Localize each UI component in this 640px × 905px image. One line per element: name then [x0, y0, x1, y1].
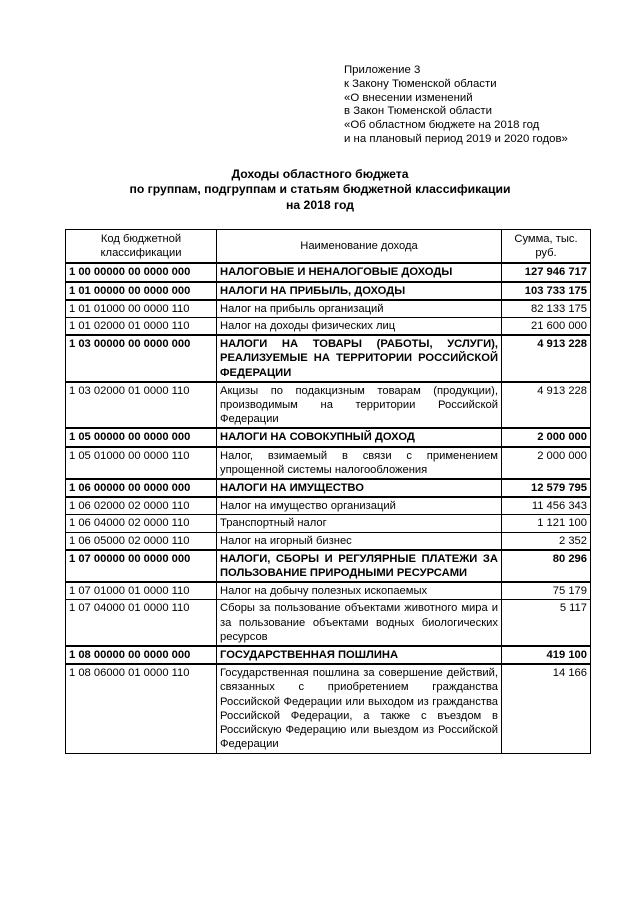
amount-cell: 2 352	[502, 532, 591, 550]
amount-cell: 2 000 000	[502, 447, 591, 479]
amount-cell: 82 133 175	[502, 300, 591, 318]
table-row	[66, 447, 591, 479]
code-cell: 1 01 00000 00 0000 000	[66, 282, 217, 300]
code-cell: 1 03 00000 00 0000 000	[66, 335, 217, 382]
table-row	[66, 282, 591, 300]
table-row	[66, 263, 591, 281]
name-cell: НАЛОГОВЫЕ И НЕНАЛОГОВЫЕ ДОХОДЫ	[217, 263, 502, 281]
code-cell: 1 07 04000 01 0000 110	[66, 600, 217, 646]
name-cell: Налог на игорный бизнес	[217, 532, 502, 550]
amount-cell: 127 946 717	[502, 263, 591, 281]
code-cell: 1 06 05000 02 0000 110	[66, 532, 217, 550]
table-row	[66, 600, 591, 646]
code-cell: 1 08 06000 01 0000 110	[66, 664, 217, 753]
name-cell: Транспортный налог	[217, 515, 502, 532]
amount-cell: 11 456 343	[502, 497, 591, 515]
code-cell: 1 06 02000 02 0000 110	[66, 497, 217, 515]
code-cell: 1 01 01000 00 0000 110	[66, 300, 217, 318]
amount-cell: 80 296	[502, 550, 591, 582]
appendix-line: «О внесении изменений	[344, 91, 473, 104]
name-cell: ГОСУДАРСТВЕННАЯ ПОШЛИНА	[217, 646, 502, 664]
name-cell: НАЛОГИ, СБОРЫ И РЕГУЛЯРНЫЕ ПЛАТЕЖИ ЗА ПОЛЬЗОВАНИЕ ПРИРОДНЫМИ РЕСУРСАМИ	[217, 550, 502, 582]
table-row	[66, 664, 591, 753]
name-cell: Акцизы по подакцизным товарам (продукции), производимым на территории Российской Федерации	[217, 382, 502, 429]
code-cell: 1 05 01000 00 0000 110	[66, 447, 217, 479]
header-name: Наименование дохода	[217, 230, 502, 264]
appendix-line: к Закону Тюменской области	[344, 77, 497, 90]
title-line: на 2018 год	[286, 197, 354, 212]
amount-cell: 14 166	[502, 664, 591, 753]
document-title	[0, 167, 640, 213]
appendix-line: Приложение 3	[344, 64, 421, 76]
code-cell: 1 01 02000 01 0000 110	[66, 318, 217, 336]
amount-cell: 4 913 228	[502, 382, 591, 429]
amount-cell: 75 179	[502, 582, 591, 600]
name-cell: НАЛОГИ НА ИМУЩЕСТВО	[217, 479, 502, 497]
code-cell: 1 06 04000 02 0000 110	[66, 515, 217, 532]
code-cell: 1 00 00000 00 0000 000	[66, 263, 217, 281]
table-row	[66, 550, 591, 582]
table-row	[66, 335, 591, 382]
name-cell: НАЛОГИ НА ПРИБЫЛЬ, ДОХОДЫ	[217, 282, 502, 300]
title-line: Доходы областного бюджета	[231, 167, 409, 181]
table-row	[66, 646, 591, 664]
name-cell: НАЛОГИ НА ТОВАРЫ (РАБОТЫ, УСЛУГИ), РЕАЛИЗУЕМЫЕ НА ТЕРРИТОРИИ РОССИЙСКОЙ ФЕДЕРАЦИИ	[217, 335, 502, 382]
amount-cell: 21 600 000	[502, 318, 591, 336]
name-cell: Сборы за пользование объектами животного мира и за пользование объектами водных биологических ресурсов	[217, 600, 502, 646]
code-cell: 1 08 00000 00 0000 000	[66, 646, 217, 664]
name-cell: Налог на доходы физических лиц	[217, 318, 502, 336]
amount-cell: 5 117	[502, 600, 591, 646]
amount-cell: 1 121 100	[502, 515, 591, 532]
appendix-line: «Об областном бюджете на 2018 год	[344, 119, 540, 132]
amount-cell: 12 579 795	[502, 479, 591, 497]
header-amount: Сумма, тыс. руб.	[502, 230, 591, 264]
table-row	[66, 382, 591, 429]
table-row	[66, 318, 591, 336]
code-cell: 1 03 02000 01 0000 110	[66, 382, 217, 429]
table-body	[66, 263, 591, 753]
table-row	[66, 300, 591, 318]
amount-cell: 4 913 228	[502, 335, 591, 382]
appendix-note	[344, 64, 568, 147]
revenue-table	[65, 229, 591, 754]
code-cell: 1 07 00000 00 0000 000	[66, 550, 217, 582]
amount-cell: 103 733 175	[502, 282, 591, 300]
table-row	[66, 497, 591, 515]
table-row	[66, 532, 591, 550]
table-row	[66, 582, 591, 600]
table-row	[66, 428, 591, 446]
name-cell: Налог на прибыль организаций	[217, 300, 502, 318]
table-row	[66, 515, 591, 532]
code-cell: 1 05 00000 00 0000 000	[66, 428, 217, 446]
name-cell: Налог, взимаемый в связи с применением упрощенной системы налогообложения	[217, 447, 502, 479]
table-row	[66, 479, 591, 497]
appendix-line: и на плановый период 2019 и 2020 годов»	[344, 132, 568, 145]
code-cell: 1 06 00000 00 0000 000	[66, 479, 217, 497]
amount-cell: 419 100	[502, 646, 591, 664]
title-line: по группам, подгруппам и статьям бюджетной классификации	[129, 182, 511, 197]
amount-cell: 2 000 000	[502, 428, 591, 446]
name-cell: Государственная пошлина за совершение действий, связанных с приобретением гражданства Российской Федерации или выходом из гражданства Российской Федерации, а также с въездом в Российскую Федерацию или выездом из Российской Федерации	[217, 664, 502, 753]
table-header-row	[66, 230, 591, 264]
name-cell: Налог на добычу полезных ископаемых	[217, 582, 502, 600]
code-cell: 1 07 01000 01 0000 110	[66, 582, 217, 600]
header-code: Код бюджетной классификации	[66, 230, 217, 264]
name-cell: НАЛОГИ НА СОВОКУПНЫЙ ДОХОД	[217, 428, 502, 446]
name-cell: Налог на имущество организаций	[217, 497, 502, 515]
appendix-line: в Закон Тюменской области	[344, 105, 492, 118]
